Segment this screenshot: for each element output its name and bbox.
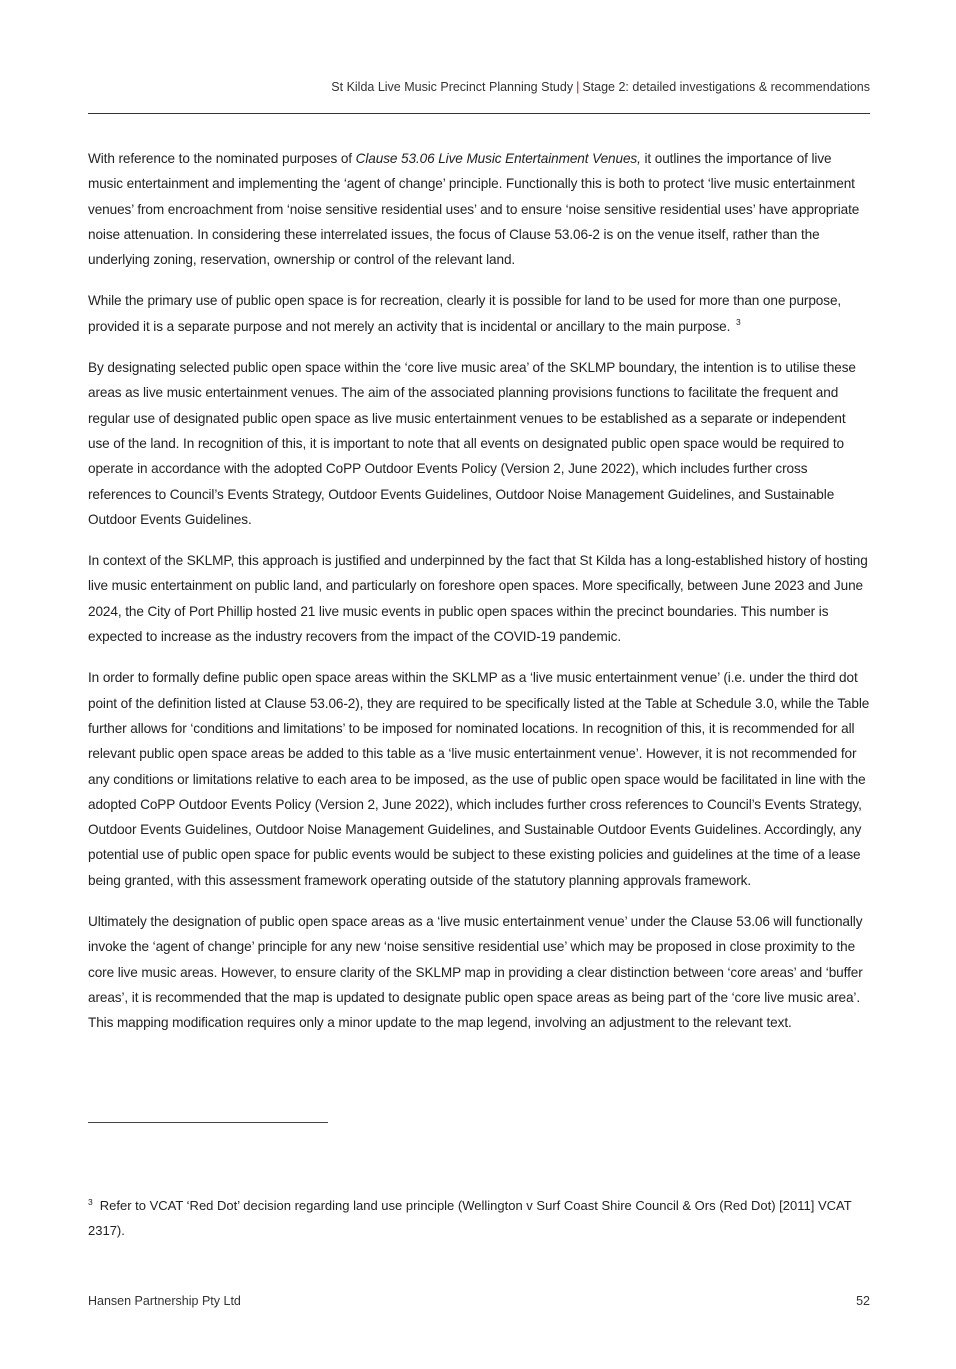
stage-title: Stage 2: detailed investigations & recommendations — [582, 80, 870, 94]
clause-reference: Clause 53.06 Live Music Entertainment Venues, — [355, 151, 641, 166]
footer-company: Hansen Partnership Pty Ltd — [88, 1294, 241, 1308]
body-text — [88, 146, 870, 1052]
footnote-divider — [88, 1122, 328, 1123]
header-divider — [88, 113, 870, 114]
page-number: 52 — [856, 1294, 870, 1308]
paragraph-context: In context of the SKLMP, this approach is justified and underpinned by the fact that St Kilda has a long-established history of hosting live music entertainment on public land, and particularly on foreshore open spaces. More specifically, between June 2023 and June 2024, the City of Port Phillip hosted 21 live music events in public open spaces within the precinct boundaries. This number is expected to increase as the industry recovers from the impact of the COVID-19 pandemic. — [88, 553, 868, 645]
footnote-number: 3 — [88, 1196, 93, 1207]
footnote-text: Refer to VCAT ‘Red Dot’ decision regarding land use principle (Wellington v Surf Coast Shire Council & Ors (Red Dot) [2011] VCAT 2317). — [88, 1198, 852, 1238]
paragraph-open-space-purpose: While the primary use of public open space is for recreation, clearly it is possible for land to be used for more than one purpose, provided it is a separate purpose and not merely an activity that is incidental or ancillary to the main purpose. $^3$ — [88, 293, 842, 334]
header-separator: | — [576, 80, 580, 94]
footnote — [88, 1193, 870, 1243]
study-title: St Kilda Live Music Precinct Planning Study — [331, 80, 574, 94]
paragraph-clause-53-06: With reference to the nominated purposes of Clause 53.06 Live Music Entertainment Venues, it outlines the importance of live music entertainment and implementing the ‘agent of change’ principle. Functionally this is both to protect ‘live music entertainment venues’ from encroachment from ‘noise sensitive residential uses’ and to ensure ‘noise sensitive residential uses’ have appropriate noise attenuation. In considering these interrelated issues, the focus of Clause 53.06-2 is on the venue itself, rather than the underlying zoning, reservation, ownership or control of the relevant land. — [88, 151, 860, 268]
paragraph-definition: In order to formally define public open space areas within the SKLMP as a ‘live music entertainment venue’ (i.e. under the third dot point of the definition listed at Clause 53.06-2), they are required to be specifically listed at the Table at Schedule 3.0, while the Table further allows for ‘conditions and limitations’ to be imposed for nominated locations. In recognition of this, it is recommended for all relevant public open space areas be added to this table as a ‘live music entertainment venue’. However, it is not recommended for any conditions or limitations relative to each area to be imposed, as the use of public open space would be facilitated in line with the adopted CoPP Outdoor Events Policy (Version 2, June 2022), which includes further cross references to Council’s Events Strategy, Outdoor Events Guidelines, Outdoor Noise Management Guidelines, and Sustainable Outdoor Events Guidelines. Accordingly, any potential use of public open space for public events would be subject to these existing policies and guidelines at the time of a lease being granted, with this assessment framework operating outside of the statutory planning approvals framework. — [88, 670, 870, 888]
paragraph-conclusion: Ultimately the designation of public open space areas as a ‘live music entertainment venue’ under the Clause 53.06 will functionally invoke the ‘agent of change’ principle for any new ‘noise sensitive residential use’ which may be proposed in close proximity to the core live music areas. However, to ensure clarity of the SKLMP map in providing a clear distinction between ‘core areas’ and ‘buffer areas’, it is recommended that the map is updated to designate public open space areas as being part of the ‘core live music area’. This mapping modification requires only a minor update to the map legend, involving an adjustment to the relevant text. — [88, 914, 863, 1031]
paragraph-designation: By designating selected public open space within the ‘core live music area’ of the SKLMP boundary, the intention is to utilise these areas as live music entertainment venues. The aim of the associated planning provisions functions to facilitate the frequent and regular use of designated public open space as live music entertainment venues to be established as a separate or independent use of the land. In recognition of this, it is important to note that all events on designated public open space would be required to operate in accordance with the adopted CoPP Outdoor Events Policy (Version 2, June 2022), which includes further cross references to Council’s Events Strategy, Outdoor Events Guidelines, Outdoor Noise Management Guidelines, and Sustainable Outdoor Events Guidelines. — [88, 360, 856, 527]
running-header — [88, 78, 870, 96]
page-footer — [88, 1294, 870, 1308]
footnote-reference[interactable]: 3 — [736, 317, 741, 328]
